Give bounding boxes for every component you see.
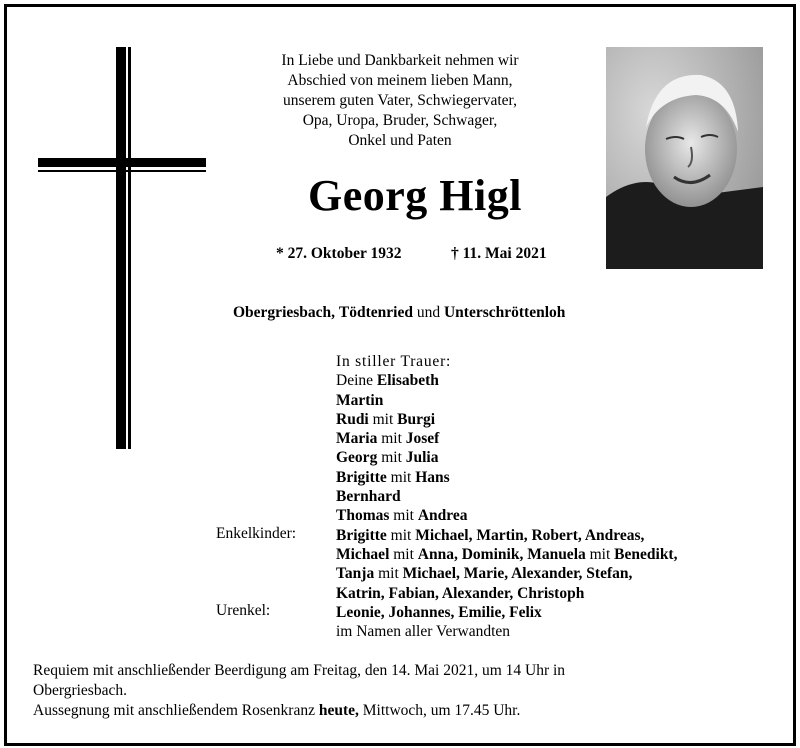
mourner-conj: mit xyxy=(390,468,412,486)
service-text: Mittwoch, um 17.45 Uhr. xyxy=(362,702,521,719)
birth-date: * 27. Oktober 1932 xyxy=(276,245,402,262)
mourner-name: Josef xyxy=(405,430,440,448)
mourner-name: Hans xyxy=(415,468,450,486)
mourner-line xyxy=(336,371,677,390)
grandchild-names: Katrin, Fabian, Alexander, Christoph xyxy=(336,584,585,602)
mourner-line xyxy=(336,506,677,525)
portrait-photo xyxy=(606,47,763,269)
grandchild-parent: Michael xyxy=(336,545,390,563)
relatives-line: im Namen aller Verwandten xyxy=(336,623,511,641)
mourner-name: Georg xyxy=(336,449,378,467)
mourner-conj: mit xyxy=(372,410,394,428)
grandchild-names: Anna, Dominik, Manuela xyxy=(417,545,586,563)
service-text: Aussegnung mit anschließendem Rosenkranz xyxy=(33,702,315,719)
grandchild-parent: Brigitte xyxy=(336,526,387,544)
grandchild-names: Benedikt, xyxy=(614,545,678,563)
mourner-conj: mit xyxy=(390,526,412,544)
mourner-name: Martin xyxy=(336,391,384,409)
grandchildren-line xyxy=(336,564,677,583)
mourner-line xyxy=(336,391,677,410)
grandchildren-label: Enkelkinder: xyxy=(216,525,297,542)
mourner-conj: mit xyxy=(393,545,414,563)
mourner-name: Brigitte xyxy=(336,468,387,486)
death-date: † 11. Mai 2021 xyxy=(451,245,547,262)
service-line: Obergriesbach. xyxy=(33,682,127,699)
great-grandchildren-label: Urenkel: xyxy=(216,602,271,619)
intro-line: Abschied von meinem lieben Mann, xyxy=(287,72,513,89)
mourner-name: Maria xyxy=(336,430,378,448)
grandchildren-line xyxy=(336,584,677,603)
mourner-line xyxy=(336,448,677,467)
mourner-name: Rudi xyxy=(336,410,369,428)
service-info xyxy=(33,661,773,721)
mourner-line xyxy=(336,429,677,448)
intro-line: unserem guten Vater, Schwiegervater, xyxy=(283,92,517,109)
intro-line: Opa, Uropa, Bruder, Schwager, xyxy=(302,112,498,129)
mourner-line xyxy=(336,468,677,487)
mourner-conj: mit xyxy=(381,449,402,467)
grandchild-parent: Tanja xyxy=(336,565,375,583)
grief-heading: In stiller Trauer: xyxy=(336,353,452,370)
service-line xyxy=(33,701,773,721)
mourner-name: Thomas xyxy=(336,507,390,525)
mourner-line xyxy=(336,487,677,506)
great-grandchild-names: Leonie, Johannes, Emilie, Felix xyxy=(336,603,542,621)
mourner-name: Andrea xyxy=(417,507,468,525)
grandchild-names: Michael, Martin, Robert, Andreas, xyxy=(415,526,645,544)
mourner-name: Burgi xyxy=(397,410,436,428)
places-line xyxy=(233,304,565,322)
mourner-conj: mit xyxy=(378,565,399,583)
intro-line: Onkel und Paten xyxy=(348,132,452,149)
mourner-line xyxy=(336,410,677,429)
intro-text xyxy=(240,51,560,151)
mourner-prefix: Deine xyxy=(336,372,374,390)
mourner-conj: mit xyxy=(381,430,402,448)
service-line: Requiem mit anschließender Beerdigung am Freitag, den 14. Mai 2021, um 14 Uhr in xyxy=(33,662,566,679)
great-grandchildren-line xyxy=(336,603,677,622)
conjunction: und xyxy=(416,304,441,321)
intro-line: In Liebe und Dankbarkeit nehmen wir xyxy=(281,52,519,69)
place-name: Tödtenried xyxy=(338,304,413,321)
mourners-block xyxy=(336,352,677,641)
mourner-conj: mit xyxy=(589,545,611,563)
grandchildren-line xyxy=(336,545,677,564)
grandchildren-line xyxy=(336,526,677,545)
grandchild-names: Michael, Marie, Alexander, Stefan, xyxy=(402,565,633,583)
mourner-name: Julia xyxy=(405,449,439,467)
latin-cross-icon xyxy=(36,44,211,456)
mourner-conj: mit xyxy=(393,507,414,525)
mourner-name: Elisabeth xyxy=(376,372,439,390)
place-name: Unterschröttenloh xyxy=(443,304,566,321)
mourner-name: Bernhard xyxy=(336,488,401,506)
deceased-name: Georg Higl xyxy=(308,171,522,220)
place-name: Obergriesbach, xyxy=(233,304,336,321)
service-emphasis: heute, xyxy=(318,702,359,719)
